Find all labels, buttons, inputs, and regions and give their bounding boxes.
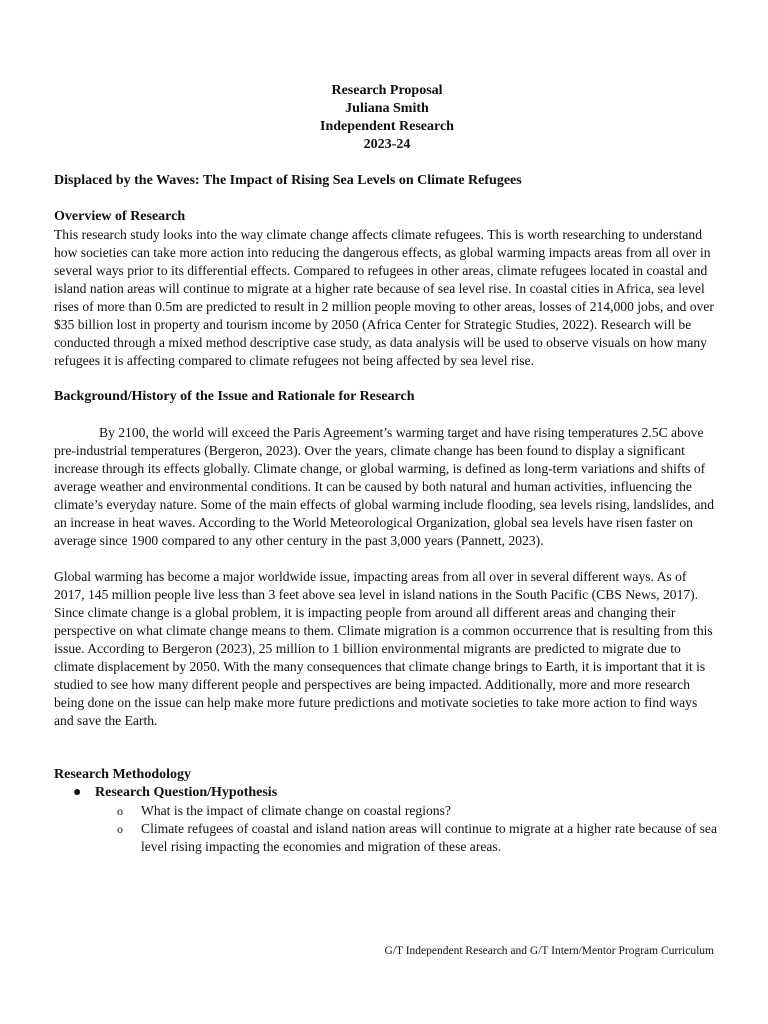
document-page [54, 82, 720, 856]
list-item [54, 802, 720, 820]
document-header [54, 82, 720, 154]
overview-heading: Overview of Research [54, 209, 186, 224]
bullet-marker: ● [73, 785, 82, 800]
background-paragraph-1: By 2100, the world will exceed the Paris Agreement’s warming target and have rising temperatures 2.5C above pre-industrial temperatures (Bergeron, 2023). Over the years, climate change has been found to display a significant increase through its effects globally. Climate change, or global warming, is defined as long-term variations and shifts of average weather and environmental conditions. It can be caused by both natural and human activities, influencing the climate’s everyday nature. Some of the main effects of global warming include flooding, sea levels rising, landslides, and an increase in heat waves. According to the World Meteorological Organization, global sea levels have risen faster on average since 1900 compared to any other century in the past 3,000 years (Pannett, 2023). [54, 425, 714, 548]
header-course-name: Independent Research [320, 119, 454, 134]
overview-paragraph: This research study looks into the way climate change affects climate refugees. This is worth researching to understand how societies can take more action into reducing the dangerous effects, as global warming impacts areas from all over in several ways prior to its differential effects. Compared to refugees in other areas, climate refugees located in coastal and island nation areas will continue to migrate at a higher rate because of sea level rise. In coastal cities in Africa, sea level rises of more than 0.5m are predicted to result in 2 million people moving to other areas, losses of 214,000 jobs, and over $35 billion lost in property and tourism income by 2050 (Africa Center for Strategic Studies, 2022). Research will be conducted through a mixed method descriptive case study, as data analysis will be used to observe visuals on how many refugees it is affecting compared to climate refugees not being affected by sea level rise. [54, 227, 714, 368]
list-item [54, 784, 720, 802]
header-proposal-label: Research Proposal [331, 83, 443, 98]
header-year: 2023-24 [363, 137, 411, 152]
sub-bullet-marker: o [117, 804, 123, 818]
page-footer: G/T Independent Research and G/T Intern/Mentor Program Curriculum [384, 945, 714, 957]
methodology-heading: Research Methodology [54, 767, 191, 782]
sub-bullet-marker: o [117, 822, 123, 836]
background-paragraph-2: Global warming has become a major worldwide issue, impacting areas from all over in several different ways. As of 2017, 145 million people live less than 3 feet above sea level in island nations in the South Pacific (CBS News, 2017). Since climate change is a global problem, it is impacting people from around all different areas and changing their perspective on what climate change means to them. Climate migration is a common occurrence that is resulting from this issue. According to Bergeron (2023), 25 million to 1 billion environmental migrants are predicted to migrate due to climate displacement by 2050. With the many consequences that climate change brings to Earth, it is important that it is studied to see how many different people and perspectives are being impacted. Additionally, more and more research being done on the issue can help make more future predictions and motivate societies to take more action to find ways and save the Earth. [54, 569, 713, 728]
methodology-list [54, 784, 720, 856]
research-question: What is the impact of climate change on coastal regions? [141, 803, 451, 818]
list-item [54, 820, 720, 856]
hypothesis: Climate refugees of coastal and island nation areas will continue to migrate at a higher rate because of sea level rising impacting the economies and migration of these areas. [141, 821, 717, 854]
proposal-title: Displaced by the Waves: The Impact of Rising Sea Levels on Climate Refugees [54, 173, 522, 188]
header-author-name: Juliana Smith [345, 101, 429, 116]
background-heading: Background/History of the Issue and Rationale for Research [54, 389, 415, 404]
bullet-label: Research Question/Hypothesis [95, 785, 278, 800]
